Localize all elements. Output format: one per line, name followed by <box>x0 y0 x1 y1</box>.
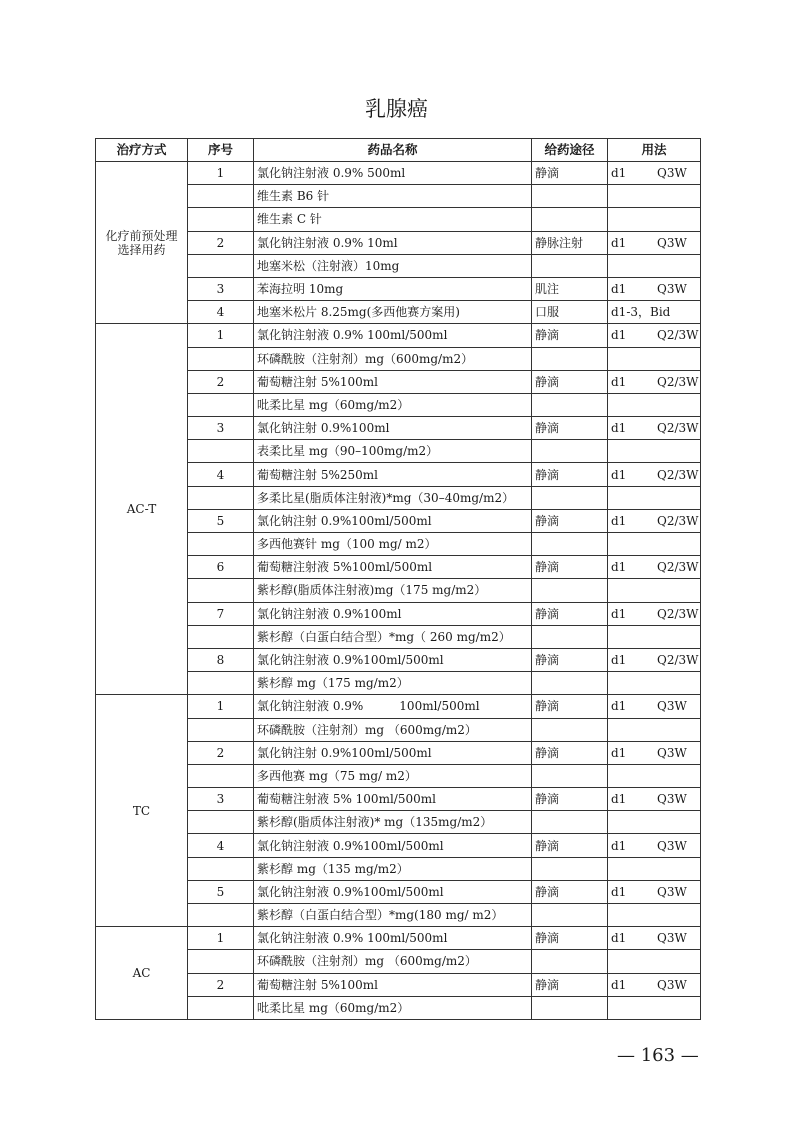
treatment-method-cell: 化疗前预处理选择用药 <box>96 162 188 324</box>
drug-name-cell: 氯化钠注射液 0.9% 10ml <box>254 231 532 254</box>
seq-cell: 5 <box>188 880 254 903</box>
table-row <box>96 162 701 185</box>
usage-day: d1 <box>611 931 627 946</box>
usage-day: d1 <box>611 282 627 297</box>
route-cell <box>532 625 608 648</box>
route-cell: 口服 <box>532 301 608 324</box>
route-cell: 静脉注射 <box>532 231 608 254</box>
drug-name-cell: 维生素 C 针 <box>254 208 532 231</box>
route-cell: 静滴 <box>532 788 608 811</box>
usage-frequency: Q2/3W <box>657 653 699 668</box>
seq-cell: 2 <box>188 741 254 764</box>
seq-cell: 1 <box>188 162 254 185</box>
treatment-method-cell: AC <box>96 927 188 1020</box>
usage-cell <box>608 533 701 556</box>
usage-cell <box>608 277 701 300</box>
seq-cell <box>188 718 254 741</box>
usage-cell <box>608 463 701 486</box>
header-route: 给药途径 <box>532 139 608 162</box>
usage-frequency: Q3W <box>657 838 687 853</box>
usage-day: d1 <box>611 235 627 250</box>
route-cell <box>532 254 608 277</box>
drug-name-cell: 多柔比星(脂质体注射液)*mg（30–40mg/m2） <box>254 486 532 509</box>
usage-cell <box>608 764 701 787</box>
usage-cell <box>608 973 701 996</box>
drug-name-cell: 氯化钠注射液 0.9%100ml/500ml <box>254 648 532 671</box>
drug-name-cell: 紫杉醇（白蛋白结合型）*mg(180 mg/ m2） <box>254 904 532 927</box>
usage-cell <box>608 301 701 324</box>
drug-name-cell: 紫杉醇 mg（135 mg/m2） <box>254 857 532 880</box>
route-cell: 静滴 <box>532 162 608 185</box>
route-cell: 静滴 <box>532 880 608 903</box>
drug-name-cell: 紫杉醇(脂质体注射液)mg（175 mg/m2） <box>254 579 532 602</box>
usage-day: d1 <box>611 792 627 807</box>
usage-frequency: Q3W <box>657 792 687 807</box>
drug-name-cell: 维生素 B6 针 <box>254 185 532 208</box>
seq-cell <box>188 185 254 208</box>
drug-name-cell: 多西他赛 mg（75 mg/ m2） <box>254 764 532 787</box>
route-cell <box>532 185 608 208</box>
usage-cell <box>608 185 701 208</box>
route-cell: 肌注 <box>532 277 608 300</box>
route-cell <box>532 764 608 787</box>
seq-cell <box>188 347 254 370</box>
usage-cell <box>608 880 701 903</box>
drug-name-cell: 多西他赛针 mg（100 mg/ m2） <box>254 533 532 556</box>
route-cell: 静滴 <box>532 463 608 486</box>
usage-frequency: Q3W <box>657 931 687 946</box>
seq-cell: 1 <box>188 927 254 950</box>
usage-cell <box>608 231 701 254</box>
route-cell: 静滴 <box>532 602 608 625</box>
drug-name-cell: 氯化钠注射 0.9%100ml/500ml <box>254 741 532 764</box>
usage-day: d1 <box>611 560 627 575</box>
drug-name-cell: 吡柔比星 mg（60mg/m2） <box>254 996 532 1019</box>
route-cell <box>532 950 608 973</box>
usage-day: d1 <box>611 606 627 621</box>
usage-day: d1 <box>611 838 627 853</box>
usage-frequency: Q2/3W <box>657 560 699 575</box>
usage-cell <box>608 208 701 231</box>
usage-cell <box>608 440 701 463</box>
usage-day: d1 <box>611 977 627 992</box>
usage-day: d1 <box>611 513 627 528</box>
route-cell <box>532 347 608 370</box>
route-cell: 静滴 <box>532 834 608 857</box>
drug-name-cell: 氯化钠注射液 0.9%100ml/500ml <box>254 880 532 903</box>
seq-cell <box>188 254 254 277</box>
seq-cell <box>188 579 254 602</box>
page-number: — 163 — <box>617 1045 699 1066</box>
usage-cell <box>608 950 701 973</box>
header-method: 治疗方式 <box>96 139 188 162</box>
route-cell: 静滴 <box>532 417 608 440</box>
drug-name-cell: 氯化钠注射液 0.9%100ml/500ml <box>254 834 532 857</box>
usage-frequency: Q3W <box>657 282 687 297</box>
usage-cell <box>608 347 701 370</box>
usage-day: d1-3，Bid <box>611 305 671 320</box>
usage-frequency: Q3W <box>657 745 687 760</box>
seq-cell <box>188 811 254 834</box>
usage-cell <box>608 695 701 718</box>
seq-cell <box>188 996 254 1019</box>
route-cell <box>532 579 608 602</box>
usage-day: d1 <box>611 699 627 714</box>
usage-frequency: Q3W <box>657 977 687 992</box>
usage-cell <box>608 417 701 440</box>
seq-cell: 3 <box>188 277 254 300</box>
seq-cell <box>188 950 254 973</box>
drug-name-cell: 紫杉醇(脂质体注射液)* mg（135mg/m2） <box>254 811 532 834</box>
usage-cell <box>608 718 701 741</box>
seq-cell <box>188 533 254 556</box>
usage-cell <box>608 486 701 509</box>
route-cell <box>532 533 608 556</box>
route-cell <box>532 718 608 741</box>
usage-frequency: Q2/3W <box>657 328 699 343</box>
usage-day: d1 <box>611 653 627 668</box>
usage-cell <box>608 672 701 695</box>
drug-name-cell: 吡柔比星 mg（60mg/m2） <box>254 393 532 416</box>
route-cell <box>532 672 608 695</box>
drug-name-cell: 氯化钠注射液 0.9%100ml <box>254 602 532 625</box>
usage-cell <box>608 996 701 1019</box>
drug-name-cell: 氯化钠注射 0.9%100ml/500ml <box>254 509 532 532</box>
seq-cell <box>188 904 254 927</box>
route-cell <box>532 208 608 231</box>
usage-cell <box>608 370 701 393</box>
usage-cell <box>608 811 701 834</box>
seq-cell <box>188 857 254 880</box>
route-cell <box>532 996 608 1019</box>
seq-cell: 4 <box>188 463 254 486</box>
usage-frequency: Q2/3W <box>657 421 699 436</box>
route-cell: 静滴 <box>532 695 608 718</box>
drug-name-cell: 紫杉醇（白蛋白结合型）*mg（ 260 mg/m2） <box>254 625 532 648</box>
usage-frequency: Q3W <box>657 235 687 250</box>
seq-cell: 1 <box>188 324 254 347</box>
usage-cell <box>608 648 701 671</box>
drug-name-cell: 环磷酰胺（注射剂）mg（600mg/m2） <box>254 347 532 370</box>
usage-cell <box>608 254 701 277</box>
usage-day: d1 <box>611 374 627 389</box>
drug-name-cell: 地塞米松（注射液）10mg <box>254 254 532 277</box>
usage-cell <box>608 857 701 880</box>
table-row <box>96 324 701 347</box>
seq-cell <box>188 393 254 416</box>
seq-cell: 3 <box>188 417 254 440</box>
usage-cell <box>608 162 701 185</box>
usage-cell <box>608 741 701 764</box>
drug-name-cell: 葡萄糖注射液 5%100ml/500ml <box>254 556 532 579</box>
seq-cell: 3 <box>188 788 254 811</box>
route-cell: 静滴 <box>532 556 608 579</box>
seq-cell: 2 <box>188 973 254 996</box>
route-cell <box>532 486 608 509</box>
usage-frequency: Q3W <box>657 884 687 899</box>
drug-name-cell: 苯海拉明 10mg <box>254 277 532 300</box>
page-title: 乳腺癌 <box>365 97 428 121</box>
header-seq: 序号 <box>188 139 254 162</box>
usage-frequency: Q3W <box>657 166 687 181</box>
route-cell <box>532 393 608 416</box>
drug-name-cell: 氯化钠注射液 0.9% 500ml <box>254 162 532 185</box>
route-cell <box>532 904 608 927</box>
usage-cell <box>608 788 701 811</box>
route-cell: 静滴 <box>532 509 608 532</box>
usage-frequency: Q2/3W <box>657 467 699 482</box>
route-cell <box>532 857 608 880</box>
table-row <box>96 927 701 950</box>
header-usage: 用法 <box>608 139 701 162</box>
drug-name-cell: 地塞米松片 8.25mg(多西他赛方案用) <box>254 301 532 324</box>
drug-name-cell: 环磷酰胺（注射剂）mg （600mg/m2） <box>254 718 532 741</box>
route-cell: 静滴 <box>532 648 608 671</box>
route-cell: 静滴 <box>532 324 608 347</box>
usage-day: d1 <box>611 745 627 760</box>
usage-cell <box>608 393 701 416</box>
drug-name-cell: 葡萄糖注射 5%100ml <box>254 973 532 996</box>
drug-table <box>95 138 701 1020</box>
seq-cell: 2 <box>188 231 254 254</box>
drug-name-cell: 氯化钠注射 0.9%100ml <box>254 417 532 440</box>
drug-name-cell: 葡萄糖注射液 5% 100ml/500ml <box>254 788 532 811</box>
usage-day: d1 <box>611 166 627 181</box>
route-cell: 静滴 <box>532 370 608 393</box>
seq-cell: 2 <box>188 370 254 393</box>
seq-cell <box>188 625 254 648</box>
seq-cell: 4 <box>188 301 254 324</box>
treatment-method-cell: AC-T <box>96 324 188 695</box>
route-cell <box>532 811 608 834</box>
seq-cell <box>188 208 254 231</box>
seq-cell <box>188 764 254 787</box>
drug-name-cell: 环磷酰胺（注射剂）mg （600mg/m2） <box>254 950 532 973</box>
seq-cell: 7 <box>188 602 254 625</box>
route-cell: 静滴 <box>532 973 608 996</box>
seq-cell: 1 <box>188 695 254 718</box>
table-row <box>96 695 701 718</box>
usage-frequency: Q2/3W <box>657 374 699 389</box>
usage-cell <box>608 509 701 532</box>
drug-name-cell: 葡萄糖注射 5%100ml <box>254 370 532 393</box>
seq-cell: 4 <box>188 834 254 857</box>
usage-cell <box>608 625 701 648</box>
usage-frequency: Q3W <box>657 699 687 714</box>
usage-cell <box>608 556 701 579</box>
usage-cell <box>608 904 701 927</box>
seq-cell: 8 <box>188 648 254 671</box>
usage-cell <box>608 834 701 857</box>
usage-cell <box>608 579 701 602</box>
seq-cell: 6 <box>188 556 254 579</box>
seq-cell <box>188 440 254 463</box>
usage-day: d1 <box>611 328 627 343</box>
header-name: 药品名称 <box>254 139 532 162</box>
usage-cell <box>608 927 701 950</box>
treatment-method-cell: TC <box>96 695 188 927</box>
drug-name-cell: 葡萄糖注射 5%250ml <box>254 463 532 486</box>
seq-cell <box>188 672 254 695</box>
drug-name-cell: 氯化钠注射液 0.9% 100ml/500ml <box>254 927 532 950</box>
table-header-row <box>96 139 701 162</box>
usage-day: d1 <box>611 467 627 482</box>
drug-name-cell: 氯化钠注射液 0.9% 100ml/500ml <box>254 695 532 718</box>
table-body <box>96 162 701 1020</box>
usage-cell <box>608 324 701 347</box>
drug-name-cell: 表柔比星 mg（90–100mg/m2） <box>254 440 532 463</box>
seq-cell: 5 <box>188 509 254 532</box>
usage-day: d1 <box>611 884 627 899</box>
route-cell <box>532 440 608 463</box>
route-cell: 静滴 <box>532 927 608 950</box>
drug-name-cell: 紫杉醇 mg（175 mg/m2） <box>254 672 532 695</box>
usage-frequency: Q2/3W <box>657 513 699 528</box>
usage-cell <box>608 602 701 625</box>
usage-day: d1 <box>611 421 627 436</box>
seq-cell <box>188 486 254 509</box>
usage-frequency: Q2/3W <box>657 606 699 621</box>
drug-name-cell: 氯化钠注射液 0.9% 100ml/500ml <box>254 324 532 347</box>
route-cell: 静滴 <box>532 741 608 764</box>
